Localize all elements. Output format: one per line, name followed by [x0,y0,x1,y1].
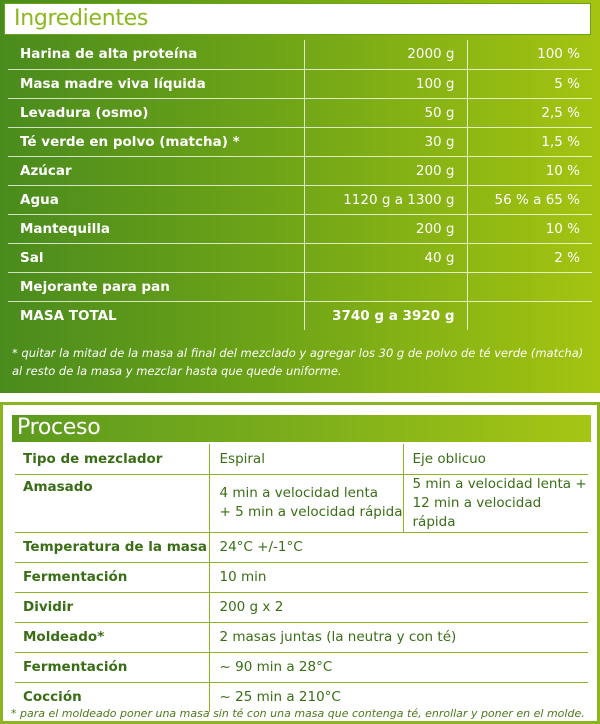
process-label: Moldeado* [15,622,209,652]
ingredient-name: Mejorante para pan [8,272,304,301]
process-label: Temperatura de la masa [15,532,209,562]
ingredient-name: Sal [8,243,304,272]
process-row [15,532,588,562]
value-line: 4 min a velocidad lenta [219,485,379,501]
ingredient-percent: 10 % [467,214,592,243]
ingredients-footnote-line: al resto de la masa y mezclar hasta que quede uniforme. [12,364,342,378]
process-row [15,592,588,622]
process-value: 200 g x 2 [209,592,588,622]
ingredient-percent: 100 % [467,40,592,69]
ingredient-amount: 30 g [304,127,467,156]
ingredient-percent: 5 % [467,69,592,98]
process-label: Fermentación [15,562,209,592]
amasado-oblique-value [403,474,588,532]
mixer-type-spiral: Espiral [209,444,403,474]
ingredient-row [8,185,592,214]
process-row [15,562,588,592]
process-value: 2 masas juntas (la neutra y con té) [209,622,588,652]
ingredient-row [8,214,592,243]
ingredient-percent [467,301,592,330]
ingredient-amount: 50 g [304,98,467,127]
ingredient-row [8,243,592,272]
process-value: 10 min [209,562,588,592]
ingredient-percent: 56 % a 65 % [467,185,592,214]
process-header [12,415,591,442]
ingredient-amount: 3740 g a 3920 g [304,301,467,330]
ingredient-row [8,40,592,69]
amasado-spiral-value [209,474,403,532]
value-line: 5 min a velocidad lenta + [412,475,587,492]
ingredients-title: Ingredientes [14,6,149,31]
ingredient-name: Masa madre viva líquida [8,69,304,98]
process-label: Fermentación [15,652,209,682]
value-line: 12 min a velocidad rápida [412,494,542,530]
ingredient-percent: 10 % [467,156,592,185]
process-header-row [15,444,588,474]
ingredient-percent: 2 % [467,243,592,272]
ingredient-row [8,272,592,301]
process-panel [0,402,600,724]
ingredient-name: MASA TOTAL [20,307,117,324]
ingredient-row [8,98,592,127]
process-footnote: * para el moldeado poner una masa sin té con una masa que contenga té, enrollar y poner en el molde. [11,707,585,720]
process-label: Amasado [15,474,209,532]
ingredient-amount: 1120 g a 1300 g [304,185,467,214]
ingredient-row [8,69,592,98]
ingredient-name: Agua [8,185,304,214]
ingredients-footnote [12,344,592,380]
ingredients-table [8,40,592,330]
ingredient-name: Mantequilla [8,214,304,243]
ingredient-row [8,301,592,330]
ingredient-percent: 1,5 % [467,127,592,156]
process-row [15,622,588,652]
ingredient-amount: 100 g [304,69,467,98]
mixer-type-oblique: Eje oblicuo [403,444,588,474]
process-row-amasado [15,474,588,532]
ingredient-amount: 200 g [304,156,467,185]
process-label: Cocción [23,689,82,706]
ingredients-footnote-line: * quitar la mitad de la masa al final del mezclado y agregar los 30 g de polvo de té verde (matcha) [12,346,584,360]
process-label: Tipo de mezclador [15,444,209,474]
ingredient-amount: 2000 g [304,40,467,69]
ingredient-amount: 200 g [304,214,467,243]
process-row [15,652,588,682]
ingredient-name: Azúcar [8,156,304,185]
value-line: + 5 min a velocidad rápida [219,504,403,520]
ingredient-row [8,127,592,156]
ingredient-name: Té verde en polvo (matcha) * [8,127,304,156]
ingredient-row [8,156,592,185]
process-value: 24°C +/-1°C [209,532,588,562]
process-label: Dividir [15,592,209,622]
ingredient-name: Harina de alta proteína [8,40,304,69]
process-value: ~ 90 min a 28°C [209,652,588,682]
ingredient-name: Levadura (osmo) [8,98,304,127]
ingredient-amount [304,272,467,301]
process-value: ~ 25 min a 210°C [209,682,588,712]
ingredients-header [4,3,591,35]
ingredient-percent [467,272,592,301]
ingredient-amount: 40 g [304,243,467,272]
process-title: Proceso [17,415,101,440]
ingredient-percent: 2,5 % [467,98,592,127]
process-table [15,444,588,712]
